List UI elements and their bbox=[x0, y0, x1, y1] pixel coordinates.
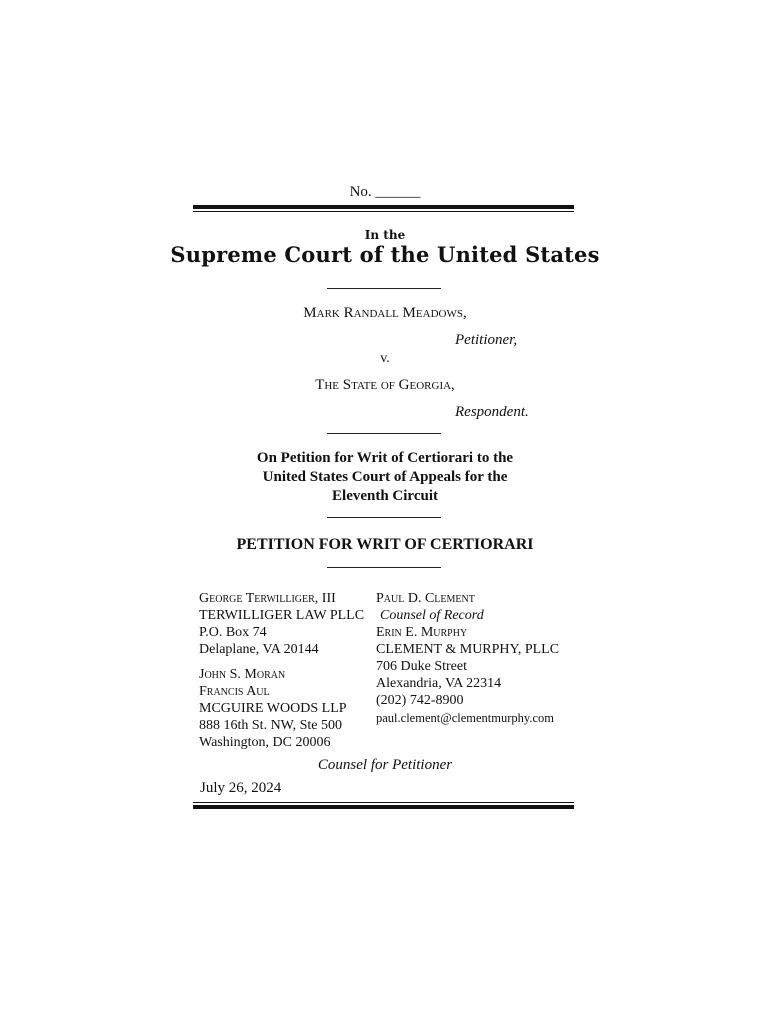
counsel-left-name: George Terwilliger, III bbox=[199, 591, 336, 606]
separator-1 bbox=[327, 288, 441, 289]
counsel-right-lead: Paul D. Clement bbox=[376, 591, 475, 606]
separator-4 bbox=[327, 567, 441, 568]
court-name: Supreme Court of the United States bbox=[170, 242, 600, 267]
subtitle-line-1: On Petition for Writ of Certiorari to the bbox=[256, 450, 514, 466]
counsel-right-name-2: Erin E. Murphy bbox=[376, 625, 468, 640]
counsel-right-phone: (202) 742-8900 bbox=[376, 693, 464, 708]
counsel-left2-name-2: Francis Aul bbox=[199, 684, 270, 699]
petition-subtitle bbox=[0, 449, 770, 506]
subtitle-line-3: Eleventh Circuit bbox=[332, 488, 438, 504]
counsel-left2-name-1: John S. Moran bbox=[199, 667, 286, 682]
counsel-right-street: 706 Duke Street bbox=[376, 659, 467, 674]
versus: v. bbox=[380, 351, 390, 366]
petitioner-role: Petitioner, bbox=[455, 332, 518, 348]
bottom-rule-thin bbox=[193, 802, 574, 803]
counsel-for-petitioner: Counsel for Petitioner bbox=[317, 757, 453, 773]
counsel-left-city: Delaplane, VA 20144 bbox=[199, 642, 319, 657]
counsel-right-email: paul.clement@clementmurphy.com bbox=[376, 711, 555, 725]
counsel-right-firm: CLEMENT & MURPHY, PLLC bbox=[376, 642, 560, 657]
subtitle-line-2: United States Court of Appeals for the bbox=[262, 469, 508, 485]
counsel-left2-city: Washington, DC 20006 bbox=[199, 735, 331, 750]
top-rule-thick bbox=[193, 205, 574, 209]
respondent-name: The State of Georgia, bbox=[315, 377, 455, 393]
bottom-rule-thick bbox=[193, 805, 574, 809]
counsel-left-firm: TERWILLIGER LAW PLLC bbox=[199, 608, 365, 623]
separator-2 bbox=[327, 433, 441, 434]
counsel-of-record: Counsel of Record bbox=[380, 608, 484, 623]
counsel-left-address: P.O. Box 74 bbox=[199, 625, 267, 640]
filing-date: July 26, 2024 bbox=[200, 780, 282, 796]
in-the-label: In the bbox=[364, 228, 406, 242]
case-number: No. ______ bbox=[349, 184, 421, 200]
document-title: PETITION FOR WRIT OF CERTIORARI bbox=[236, 536, 534, 553]
separator-3 bbox=[327, 517, 441, 518]
counsel-left2-address: 888 16th St. NW, Ste 500 bbox=[199, 718, 342, 733]
counsel-right-city: Alexandria, VA 22314 bbox=[376, 676, 502, 691]
respondent-role: Respondent. bbox=[455, 404, 529, 420]
counsel-left2-firm: MCGUIRE WOODS LLP bbox=[199, 701, 347, 716]
petitioner-name: Mark Randall Meadows, bbox=[303, 305, 467, 321]
top-rule-thin bbox=[193, 211, 574, 212]
